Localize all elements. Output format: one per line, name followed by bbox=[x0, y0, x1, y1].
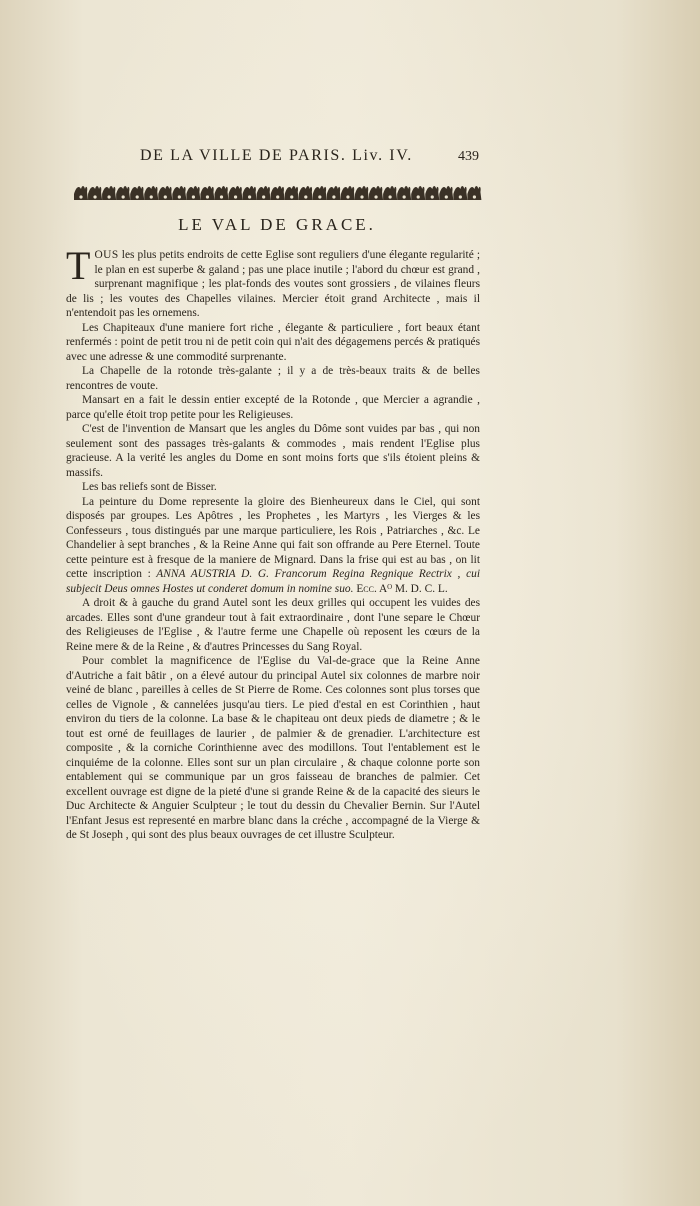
ornament-fleuron bbox=[369, 186, 383, 200]
body-text bbox=[66, 243, 480, 843]
ornament-fleuron bbox=[313, 186, 327, 200]
running-head: DE LA VILLE DE PARIS. Liv. IV. bbox=[140, 147, 413, 164]
paragraph bbox=[66, 321, 480, 365]
paragraph bbox=[66, 243, 480, 321]
ornament-fleuron bbox=[229, 186, 243, 200]
page-number: 439 bbox=[458, 149, 479, 164]
paragraph-text: La Chapelle de la rotonde très-galante ; il y a de très-beaux traits & de belles rencontres de voute. bbox=[66, 365, 480, 392]
ornament-fleuron bbox=[116, 186, 130, 200]
opening-words: OUS bbox=[94, 249, 119, 261]
ornament-fleuron bbox=[144, 186, 158, 200]
ornament-fleuron bbox=[425, 186, 439, 200]
ornament-fleuron bbox=[411, 186, 425, 200]
ornament-fleuron bbox=[341, 186, 355, 200]
ornament-fleuron bbox=[172, 186, 186, 200]
paragraph bbox=[66, 422, 480, 480]
ornament-fleuron bbox=[397, 186, 411, 200]
section-title: LE VAL DE GRACE. bbox=[178, 215, 376, 234]
paragraph bbox=[66, 364, 480, 393]
paragraph bbox=[66, 480, 480, 495]
paragraph-text: La peinture du Dome represente la gloire des Bienheureux dans le Ciel, qui sont disposés par groupes. Les Apôtres , les Prophetes , les Martyrs , les Vierges & les Confesseurs , tous distingués par une marque particuliere, les Rois , Patriarches , &c. Le Chandelier à sept branches , & la Reine Anne qui fait son offrande au Pere Eternel. Toute cette peinture est à fresque de la maniere de Mignard. Dans la frise qui est au bas , on lit cette inscription : bbox=[66, 495, 480, 580]
paragraph bbox=[66, 393, 480, 422]
ornament-fleuron bbox=[271, 186, 285, 200]
paragraph bbox=[66, 495, 480, 597]
ornament-fleuron bbox=[439, 186, 453, 200]
latin-inscription: ANNA AUSTRIA D. G. Francorum Regina Regnique Rectrix , cui subjecit Deus omnes Hostes ut conderet domum in nomine suo. bbox=[66, 568, 480, 595]
ornament-fleuron bbox=[215, 186, 229, 200]
paragraph-text: C'est de l'invention de Mansart que les angles du Dôme sont vuides par bas , qui non seulement sont des passages très-galants & commodes , mais rendent l'Eglise plus gracieuse. A la verité les angles du Dome en sont moins forts que s'ils étoient pleins & massifs. bbox=[66, 423, 480, 479]
ornament-fleuron bbox=[355, 186, 369, 200]
ornament-fleuron bbox=[88, 186, 102, 200]
ornament-fleuron bbox=[327, 186, 341, 200]
ornament-fleuron bbox=[186, 186, 200, 200]
ornament-fleuron bbox=[285, 186, 299, 200]
ornament-fleuron bbox=[453, 186, 467, 200]
paragraph-text: Pour comblet la magnificence de l'Eglise du Val-de-grace que la Reine Anne d'Autriche a fait bâtir , on a élevé autour du principal Autel six colonnes de marbre noir veiné de blanc , pareilles à celles de St Pierre de Rome. Ces colonnes sont plus torses que celles de Vignole , & cannelées jusqu'au tiers. Le pied d'estal en est Corinthien , haut environ du tiers de la colonne. La base & le chapiteau ont deux pieds de diametre ; & le tout est orné de feuillages de laurier , de palmier & de grenadier. L'architecture est composite , & la corniche Corinthienne avec des modillons. Tout l'entablement est le cinquiéme de la colonne. Elles sont sur un plan circulaire , & chaque colonne porte son entablement qui se communique par un gros faisseau de branches de palmier. Cet excellent ouvrage est digne de la pieté d'une si grande Reine & de la capacité des sieurs le Duc Architecte & Anguier Sculpteur ; le tout du dessin du Chevalier Bernin. Sur l'Autel l'Enfant Jesus est representé en marbre blanc dans la créche , accompagné de la Vierge & de St Joseph , qui sont des plus beaux ouvrages de cet illustre Sculpteur. bbox=[66, 655, 480, 841]
paragraph-text: Les Chapiteaux d'une maniere fort riche , élegante & particuliere , fort beaux étant renfermés : point de petit trou ni de petit coin qui n'ait des dégagemens percés & pratiqués avec une adresse & une commodité surprenante. bbox=[66, 321, 480, 363]
ornament-fleuron bbox=[200, 186, 214, 200]
paragraph bbox=[66, 596, 480, 654]
ornament-fleuron bbox=[158, 186, 172, 200]
ornament-fleuron bbox=[383, 186, 397, 200]
paragraph-text: A droit & à gauche du grand Autel sont les deux grilles qui occupent les vuides des arcades. Elles sont d'une grandeur tout à fait extraordinaire , dont l'une separe le Chœur des Religieuses de l'Eglise , & l'autre ferme une Chapelle où reposent les cœurs de la Reine mere & de la Reine , & d'autres Princesses du Sang Royal. bbox=[66, 597, 480, 653]
ornament-fleuron bbox=[74, 186, 88, 200]
ornament-fleuron bbox=[243, 186, 257, 200]
ornament-fleuron bbox=[130, 186, 144, 200]
inscription-date: Ecc. Aᴼ M. D. C. L. bbox=[353, 582, 448, 595]
ornament-fleuron bbox=[257, 186, 271, 200]
paragraph bbox=[66, 654, 480, 843]
paragraph-text: les plus petits endroits de cette Eglise sont reguliers d'une élegante regularité ; le plan en est superbe & galand ; pas une place inutile ; l'abord du chœur est grand , surprenant magnifique ; les plat-fonds des voutes sont grossiers , de vilaines fleurs de lis ; les voutes des Chapelles vilaines. Mercier étoit grand Architecte , mais il n'entendoit pas les ornemens. bbox=[66, 249, 480, 319]
paragraph-text: Les bas reliefs sont de Bisser. bbox=[82, 481, 217, 493]
paragraph-text: Mansart en a fait le dessin entier excepté de la Rotonde , que Mercier a agrandie , parce qu'elle étoit trop petite pour les Religieuses. bbox=[66, 394, 480, 421]
ornament-fleuron bbox=[299, 186, 313, 200]
ornament-fleuron bbox=[467, 186, 481, 200]
drop-capital: T bbox=[66, 243, 91, 288]
printers-ornament-band bbox=[72, 181, 482, 203]
ornament-fleuron bbox=[102, 186, 116, 200]
